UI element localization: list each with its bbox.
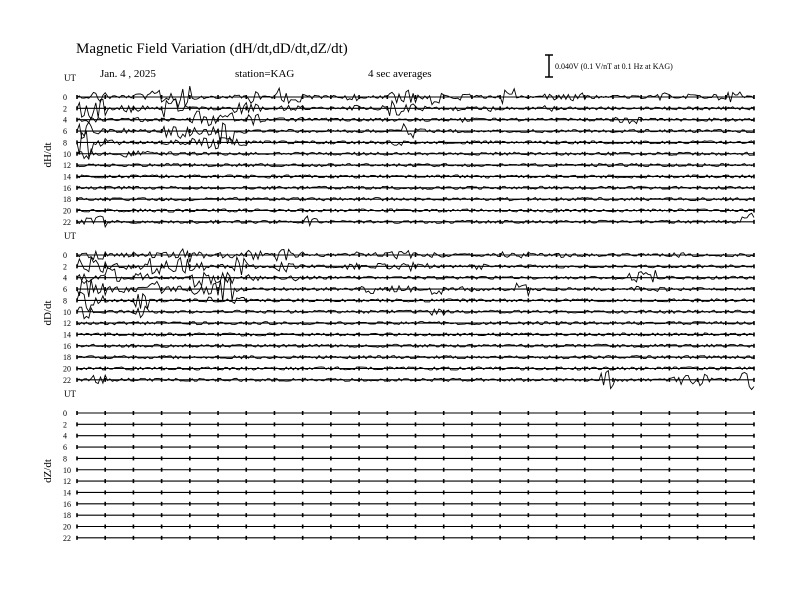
row-hour-label: 0 <box>63 409 67 418</box>
ut-axis-label: UT <box>64 389 76 399</box>
row-hour-label: 16 <box>63 183 71 193</box>
panel-dzdt <box>42 389 754 543</box>
activity-trace <box>77 371 754 390</box>
activity-trace <box>77 149 754 159</box>
row-hour-label: 0 <box>63 93 67 102</box>
scale-bar-label: 0.040V (0.1 V/nT at 0.1 Hz at KAG) <box>555 62 673 71</box>
row-hour-label: 22 <box>63 217 71 227</box>
row-hour-label: 10 <box>63 465 71 475</box>
row-hour-label: 4 <box>63 115 67 125</box>
row-hour-label: 6 <box>63 127 67 137</box>
row-hour-label: 14 <box>63 330 71 340</box>
row-hour-label: 6 <box>63 443 67 453</box>
ut-axis-label: UT <box>64 73 76 83</box>
row-hour-label: 22 <box>63 533 71 543</box>
row-hour-label: 12 <box>63 477 71 487</box>
row-hour-label: 0 <box>63 251 67 260</box>
row-hour-label: 16 <box>63 341 71 351</box>
row-hour-label: 12 <box>63 161 71 171</box>
row-hour-label: 8 <box>63 454 67 464</box>
scale-bar <box>545 55 673 77</box>
row-hour-label: 18 <box>63 511 71 521</box>
row-hour-label: 14 <box>63 488 71 498</box>
row-hour-label: 20 <box>63 364 71 374</box>
panel-ylabel: dD/dt <box>42 300 54 326</box>
panel-dddt <box>42 231 754 390</box>
row-hour-label: 12 <box>63 319 71 329</box>
row-hour-label: 10 <box>63 149 71 159</box>
row-hour-label: 20 <box>63 206 71 216</box>
row-hour-label: 14 <box>63 172 71 182</box>
station-label: station=KAG <box>235 68 295 80</box>
row-hour-label: 6 <box>63 285 67 295</box>
row-hour-label: 16 <box>63 499 71 509</box>
activity-trace <box>77 306 754 319</box>
activity-trace <box>77 111 754 125</box>
ut-axis-label: UT <box>64 231 76 241</box>
row-hour-label: 4 <box>63 273 67 283</box>
row-hour-label: 18 <box>63 353 71 363</box>
row-hour-label: 8 <box>63 296 67 306</box>
panel-ylabel: dZ/dt <box>42 459 54 483</box>
row-hour-label: 10 <box>63 307 71 317</box>
panel-ylabel: dH/dt <box>42 142 54 168</box>
row-hour-label: 8 <box>63 138 67 148</box>
row-hour-label: 4 <box>63 431 67 441</box>
row-hour-label: 20 <box>63 522 71 532</box>
date-label: Jan. 4 , 2025 <box>100 68 156 80</box>
chart-title: Magnetic Field Variation (dH/dt,dD/dt,dZ/dt) <box>76 41 348 57</box>
row-hour-label: 2 <box>63 420 67 430</box>
row-hour-label: 2 <box>63 104 67 114</box>
row-hour-label: 2 <box>63 262 67 272</box>
averaging-label: 4 sec averages <box>368 68 432 80</box>
panel-dhdt <box>42 73 754 227</box>
row-hour-label: 18 <box>63 195 71 205</box>
row-hour-label: 22 <box>63 375 71 385</box>
